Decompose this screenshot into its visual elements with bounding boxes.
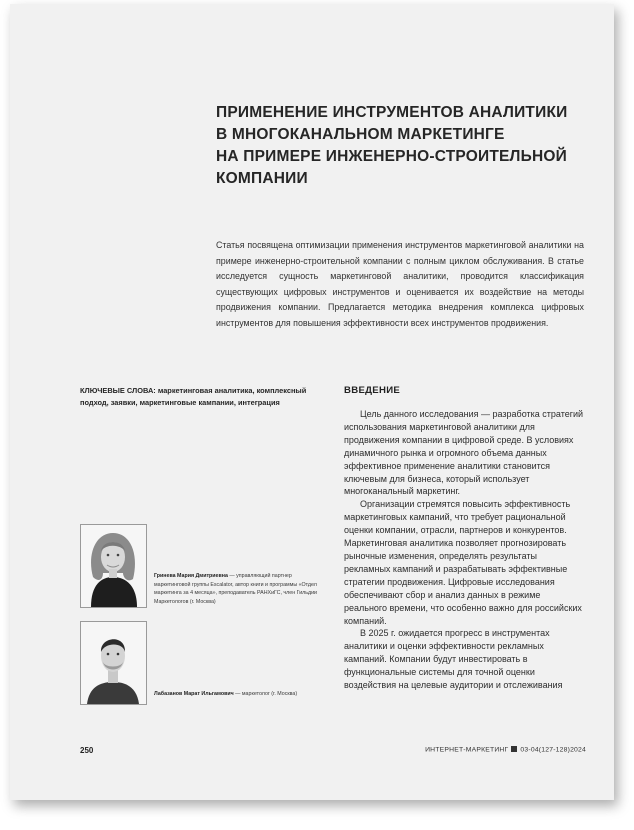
author-photo [80, 524, 147, 608]
section-body [344, 408, 584, 692]
author-card [80, 524, 330, 606]
author-name: Гринева Мария Дмитриевна [154, 573, 228, 579]
issue-number: 03-04(127-128)2024 [520, 746, 586, 754]
page-number: 250 [80, 746, 94, 755]
man-portrait-icon [81, 622, 146, 704]
author-description: — маркетолог (г. Москва) [233, 691, 298, 697]
author-bio [154, 572, 322, 606]
woman-portrait-icon [81, 525, 146, 607]
author-description: — управляющий партнер маркетинговой группы Escalator, автор книги и программы «Отдел маркетинга за 4 месяца», преподаватель РАНХиГС, член Гильдии Маркетологов (г. Москва) [154, 573, 318, 605]
author-photo [80, 621, 147, 705]
title-line: КОМПАНИИ [216, 170, 308, 187]
author-card [80, 621, 330, 703]
journal-page [10, 4, 614, 800]
section-heading: ВВЕДЕНИЕ [344, 385, 401, 396]
keywords-block [80, 385, 330, 410]
title-line: ПРИМЕНЕНИЕ ИНСТРУМЕНТОВ АНАЛИТИКИ [216, 104, 568, 121]
journal-name: ИНТЕРНЕТ-МАРКЕТИНГ [425, 746, 509, 754]
article-title [216, 102, 596, 190]
keywords-text: маркетинговая аналитика, комплексный подход, заявки, маркетинговые кампании, интеграция [80, 386, 307, 408]
keywords-label: КЛЮЧЕВЫЕ СЛОВА: [80, 386, 156, 395]
square-separator-icon [511, 746, 517, 752]
title-line: НА ПРИМЕРЕ ИНЖЕНЕРНО-СТРОИТЕЛЬНОЙ [216, 148, 567, 165]
article-abstract: Статья посвящена оптимизации применения инструментов маркетинговой аналитики на примере инженерно-строительной компании с полным циклом обслуживания. В статье исследуется сущность маркетинговой аналитики, проводится классификация существующих цифровых инструментов и оценивается их воздействие на методы продвижения компании. Предлагается методика внедрения комплекса цифровых инструментов для повышения эффективности всех инструментов продвижения. [216, 240, 584, 328]
author-bio [154, 690, 322, 699]
body-paragraph: Цель данного исследования — разработка стратегий использования маркетинговой аналитики для продвижения компании в цифровой среде. В условиях динамичного рынка и огромного объема данных эффективное применение аналитики становится ключевым для бизнеса, который использует многоканальный маркетинг. [344, 409, 584, 497]
running-footer [425, 746, 586, 754]
author-name: Лабазанов Марат Ильгамович [154, 691, 234, 697]
body-paragraph: В 2025 г. ожидается прогресс в инструментах аналитики и оценки эффективности рекламных кампаний. Компании будут инвестировать в функциональные системы для точной оценки воздействия на целевые аудитории и отслеживания [344, 628, 563, 691]
title-line: В МНОГОКАНАЛЬНОМ МАРКЕТИНГЕ [216, 126, 505, 143]
body-paragraph: Организации стремятся повысить эффективность маркетинговых кампаний, что требует рациональной оценки компании, отрасли, партнеров и конкурентов. Маркетинговая аналитика позволяет прогнозировать рыночные изменения, определять результаты рекламных кампаний и разрабатывать эффективные стратегии продвижения. Цифровые исследования обеспечивают сбор и анализ данных в режиме реального времени, что особенно важно для российских компаний. [344, 499, 582, 626]
